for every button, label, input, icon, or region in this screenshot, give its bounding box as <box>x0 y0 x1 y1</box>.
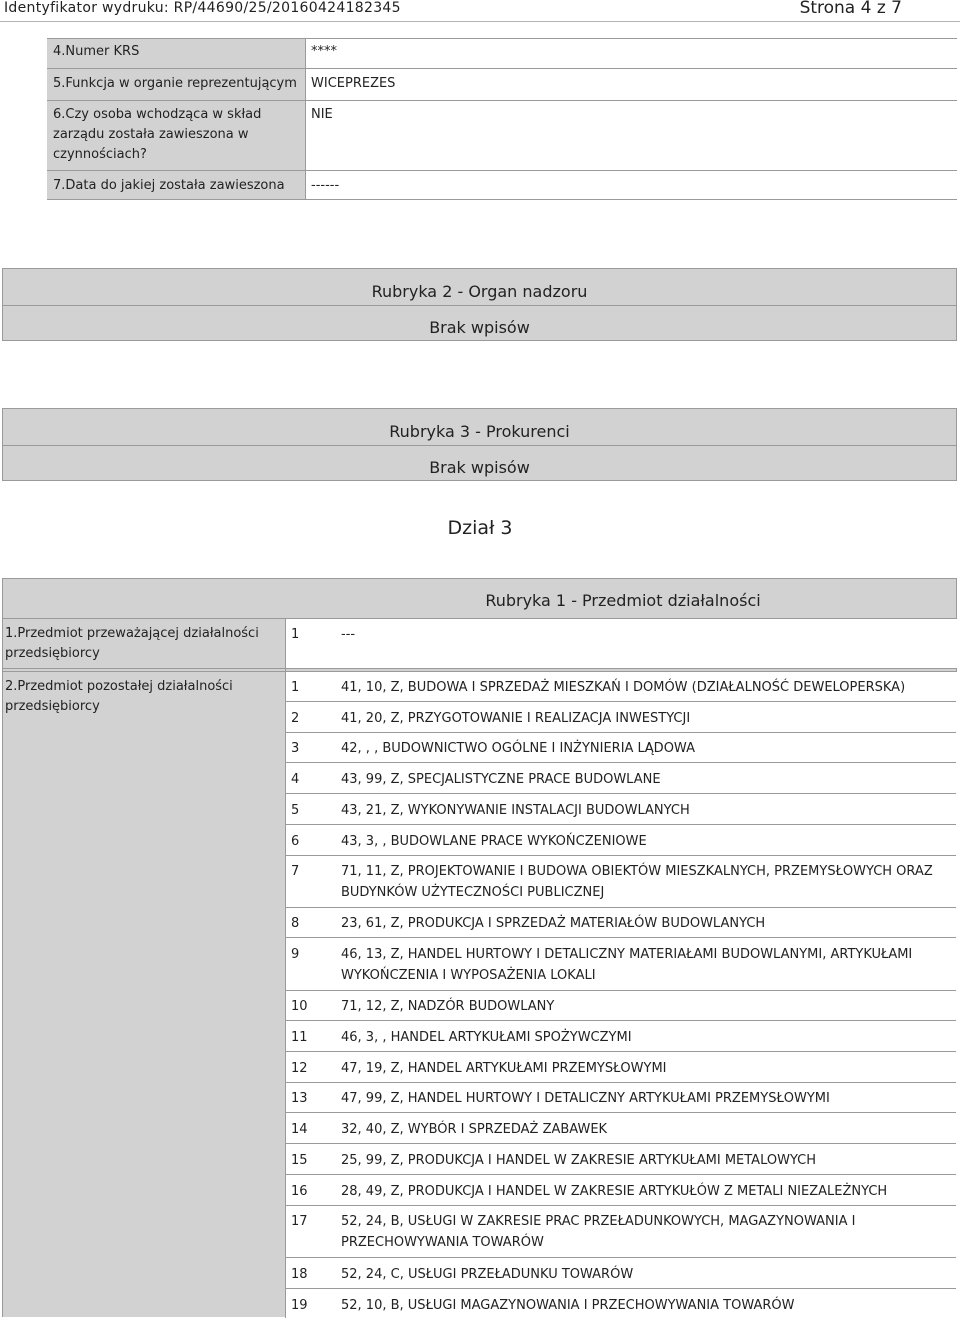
row-divider <box>286 1288 956 1289</box>
section-status: Brak wpisów <box>429 458 530 477</box>
item-text: 23, 61, Z, PRODUKCJA I SPRZEDAŻ MATERIAŁÓW BUDOWLANYCH <box>341 916 766 931</box>
page-number: Strona 4 z 7 <box>799 0 902 18</box>
item-text: 46, 13, Z, HANDEL HURTOWY I DETALICZNY MATERIAŁAMI BUDOWLANYMI, ARTYKUŁAMI WYKOŃCZENIA I WYPOSAŻENIA LOKALI <box>341 947 913 983</box>
row-divider <box>286 907 956 908</box>
section-proxies <box>2 408 957 481</box>
header-rule <box>0 21 960 22</box>
item-number: 17 <box>291 1214 308 1229</box>
item-number: 5 <box>291 803 300 818</box>
item-text: 43, 99, Z, SPECJALISTYCZNE PRACE BUDOWLANE <box>341 772 661 787</box>
row-divider <box>286 793 956 794</box>
field-value-krs: **** <box>311 44 337 59</box>
field-value-suspended: NIE <box>311 107 333 122</box>
item-number: 4 <box>291 772 300 787</box>
column-divider <box>285 618 286 1318</box>
item-text: 28, 49, Z, PRODUKCJA I HANDEL W ZAKRESIE ARTYKUŁÓW Z METALI NIEZALEŻNYCH <box>341 1184 888 1199</box>
item-number: 14 <box>291 1122 308 1137</box>
division-title: Dział 3 <box>447 517 513 539</box>
person-details-table <box>47 38 957 200</box>
item-number: 19 <box>291 1298 308 1313</box>
item-number: 1 <box>291 627 300 642</box>
item-text: 32, 40, Z, WYBÓR I SPRZEDAŻ ZABAWEK <box>341 1122 608 1137</box>
item-text: 47, 19, Z, HANDEL ARTYKUŁAMI PRZEMYSŁOWYMI <box>341 1061 667 1076</box>
row-divider <box>286 990 956 991</box>
field-label-function: 5.Funkcja w organie reprezentującym <box>53 76 297 91</box>
row-divider <box>286 1020 956 1021</box>
row-divider <box>47 170 957 171</box>
section-status: Brak wpisów <box>429 318 530 337</box>
item-number: 16 <box>291 1184 308 1199</box>
item-text: 52, 10, B, USŁUGI MAGAZYNOWANIA I PRZECHOWYWANIA TOWARÓW <box>341 1298 795 1313</box>
field-value-function: WICEPREZES <box>311 76 396 91</box>
row-divider <box>3 618 957 619</box>
row-divider <box>286 824 956 825</box>
item-number: 6 <box>291 834 300 849</box>
item-text: 71, 12, Z, NADZÓR BUDOWLANY <box>341 999 555 1014</box>
row-divider <box>286 1257 956 1258</box>
print-identifier: Identyfikator wydruku: RP/44690/25/20160424182345 <box>4 0 401 16</box>
item-number: 15 <box>291 1153 308 1168</box>
row-divider <box>286 732 956 733</box>
row-divider <box>47 68 957 69</box>
row-divider <box>286 937 956 938</box>
section-divider <box>3 305 956 306</box>
item-number: 12 <box>291 1061 308 1076</box>
row-divider <box>286 1143 956 1144</box>
item-text: --- <box>341 627 356 642</box>
item-number: 7 <box>291 864 300 879</box>
other-activity-label: 2.Przedmiot pozostałej działalności przedsiębiorcy <box>5 679 233 714</box>
row-divider <box>286 1112 956 1113</box>
item-text: 41, 10, Z, BUDOWA I SPRZEDAŻ MIESZKAŃ I DOMÓW (DZIAŁALNOŚĆ DEWELOPERSKA) <box>341 680 906 695</box>
item-number: 8 <box>291 916 300 931</box>
row-divider <box>47 199 957 200</box>
item-number: 1 <box>291 680 300 695</box>
item-text: 46, 3, , HANDEL ARTYKUŁAMI SPOŻYWCZYMI <box>341 1030 632 1045</box>
row-divider <box>47 100 957 101</box>
item-text: 71, 11, Z, PROJEKTOWANIE I BUDOWA OBIEKTÓW MIESZKALNYCH, PRZEMYSŁOWYCH ORAZ BUDYNKÓW UŻYTECZNOŚCI PUBLICZNEJ <box>341 864 933 900</box>
item-text: 52, 24, C, USŁUGI PRZEŁADUNKU TOWARÓW <box>341 1267 634 1282</box>
row-divider <box>3 668 957 669</box>
item-text: 52, 24, B, USŁUGI W ZAKRESIE PRAC PRZEŁADUNKOWYCH, MAGAZYNOWANIA I PRZECHOWYWANIA TOWARÓW <box>341 1214 856 1250</box>
row-divider <box>47 38 957 39</box>
field-label-suspended-until: 7.Data do jakiej została zawieszona <box>53 178 285 193</box>
activity-section-title: Rubryka 1 - Przedmiot działalności <box>485 591 761 610</box>
item-number: 10 <box>291 999 308 1014</box>
page-header <box>0 0 960 20</box>
row-divider <box>286 1205 956 1206</box>
section-title: Rubryka 2 - Organ nadzoru <box>371 282 588 301</box>
business-activity-table <box>2 578 957 1317</box>
item-number: 11 <box>291 1030 308 1045</box>
item-number: 9 <box>291 947 300 962</box>
item-number: 2 <box>291 711 300 726</box>
section-divider <box>3 445 956 446</box>
section-supervisory-board <box>2 268 957 341</box>
item-number: 3 <box>291 741 300 756</box>
main-activity-label: 1.Przedmiot przeważającej działalności przedsiębiorcy <box>5 626 259 661</box>
item-text: 43, 3, , BUDOWLANE PRACE WYKOŃCZENIOWE <box>341 834 647 849</box>
field-label-suspended: 6.Czy osoba wchodząca w skład zarządu została zawieszona w czynnościach? <box>53 107 262 162</box>
section-title: Rubryka 3 - Prokurenci <box>389 422 570 441</box>
item-text: 47, 99, Z, HANDEL HURTOWY I DETALICZNY ARTYKUŁAMI PRZEMYSŁOWYMI <box>341 1091 830 1106</box>
row-divider <box>286 762 956 763</box>
row-divider <box>3 671 957 672</box>
item-number: 13 <box>291 1091 308 1106</box>
item-text: 42, , , BUDOWNICTWO OGÓLNE I INŻYNIERIA LĄDOWA <box>341 741 695 756</box>
item-number: 18 <box>291 1267 308 1282</box>
item-text: 25, 99, Z, PRODUKCJA I HANDEL W ZAKRESIE ARTYKUŁAMI METALOWYCH <box>341 1153 817 1168</box>
row-divider <box>286 701 956 702</box>
item-text: 41, 20, Z, PRZYGOTOWANIE I REALIZACJA INWESTYCJI <box>341 711 691 726</box>
field-label-krs: 4.Numer KRS <box>53 44 140 59</box>
item-text: 43, 21, Z, WYKONYWANIE INSTALACJI BUDOWLANYCH <box>341 803 690 818</box>
row-divider <box>286 1174 956 1175</box>
row-divider <box>286 855 956 856</box>
field-value-suspended-until: ------ <box>311 178 340 193</box>
row-divider <box>286 1051 956 1052</box>
row-divider <box>286 1082 956 1083</box>
